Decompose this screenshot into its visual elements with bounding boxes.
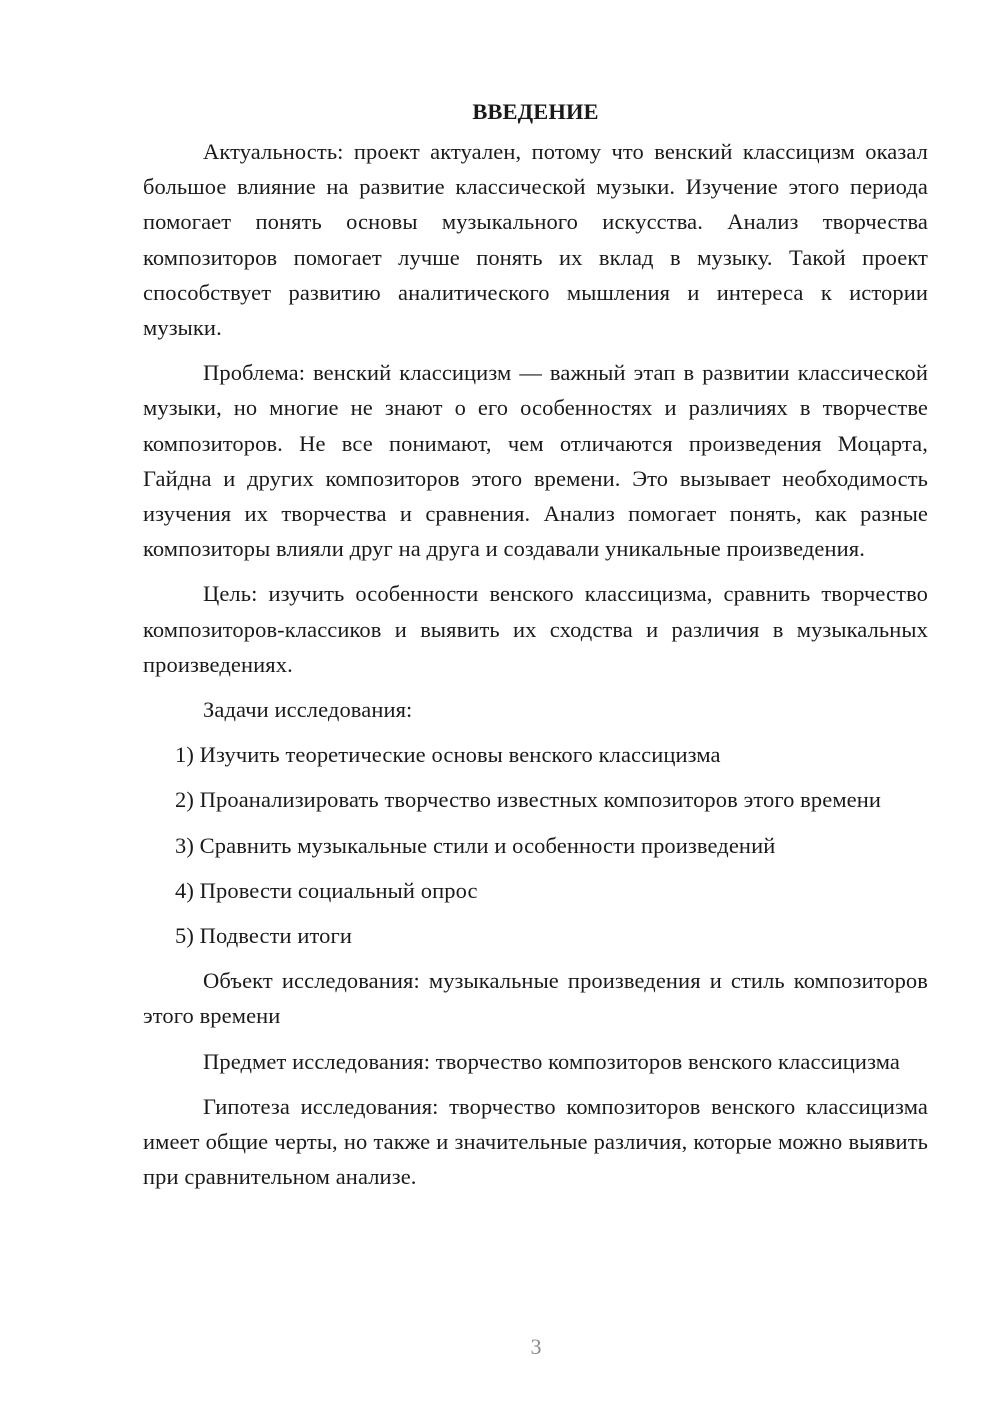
tasks-heading: Задачи исследования: xyxy=(203,697,413,723)
section-title: ВВЕДЕНИЕ xyxy=(472,99,599,124)
relevance-paragraph: Актуальность: проект актуален, потому что венский классицизм оказал большое влияние на развитие классической музыки. Изучение этого периода помогает понять основы музыкального искусства. Анализ творчества композиторов помогает лучше понять их вклад в музыку. Такой проект способствует развитию аналитического мышления и интереса к истории музыки. xyxy=(143,139,928,341)
hypothesis-paragraph: Гипотеза исследования: творчество композиторов венского классицизма имеет общие черты, но также и значительные различия, которые можно выявить при сравнительном анализе. xyxy=(143,1093,928,1190)
problem-paragraph: Проблема: венский классицизм — важный этап в развитии классической музыки, но многие не знают о его особенностях и различиях в творчестве композиторов. Не все понимают, чем отличаются произведения Моцарта, Гайдна и других композиторов этого времени. Это вызывает необходимость изучения их творчества и сравнения. Анализ помогает понять, как разные композиторы влияли друг на друга и создавали уникальные произведения. xyxy=(143,360,928,562)
page-number: 3 xyxy=(530,1334,542,1359)
task-item-3: 3) Сравнить музыкальные стили и особенности произведений xyxy=(175,832,776,858)
subject-paragraph: Предмет исследования: творчество композиторов венского классицизма xyxy=(203,1048,901,1074)
task-item-5: 5) Подвести итоги xyxy=(175,923,352,949)
task-item-4: 4) Провести социальный опрос xyxy=(175,877,478,903)
goal-paragraph: Цель: изучить особенности венского классицизма, сравнить творчество композиторов-классиков и выявить их сходства и различия в музыкальных произведениях. xyxy=(143,581,928,677)
task-item-1: 1) Изучить теоретические основы венского классицизма xyxy=(175,742,721,768)
object-paragraph: Объект исследования: музыкальные произведения и стиль композиторов этого времени xyxy=(143,968,928,1029)
task-item-2: 2) Проанализировать творчество известных композиторов этого времени xyxy=(175,787,882,813)
page-content xyxy=(143,97,928,1204)
